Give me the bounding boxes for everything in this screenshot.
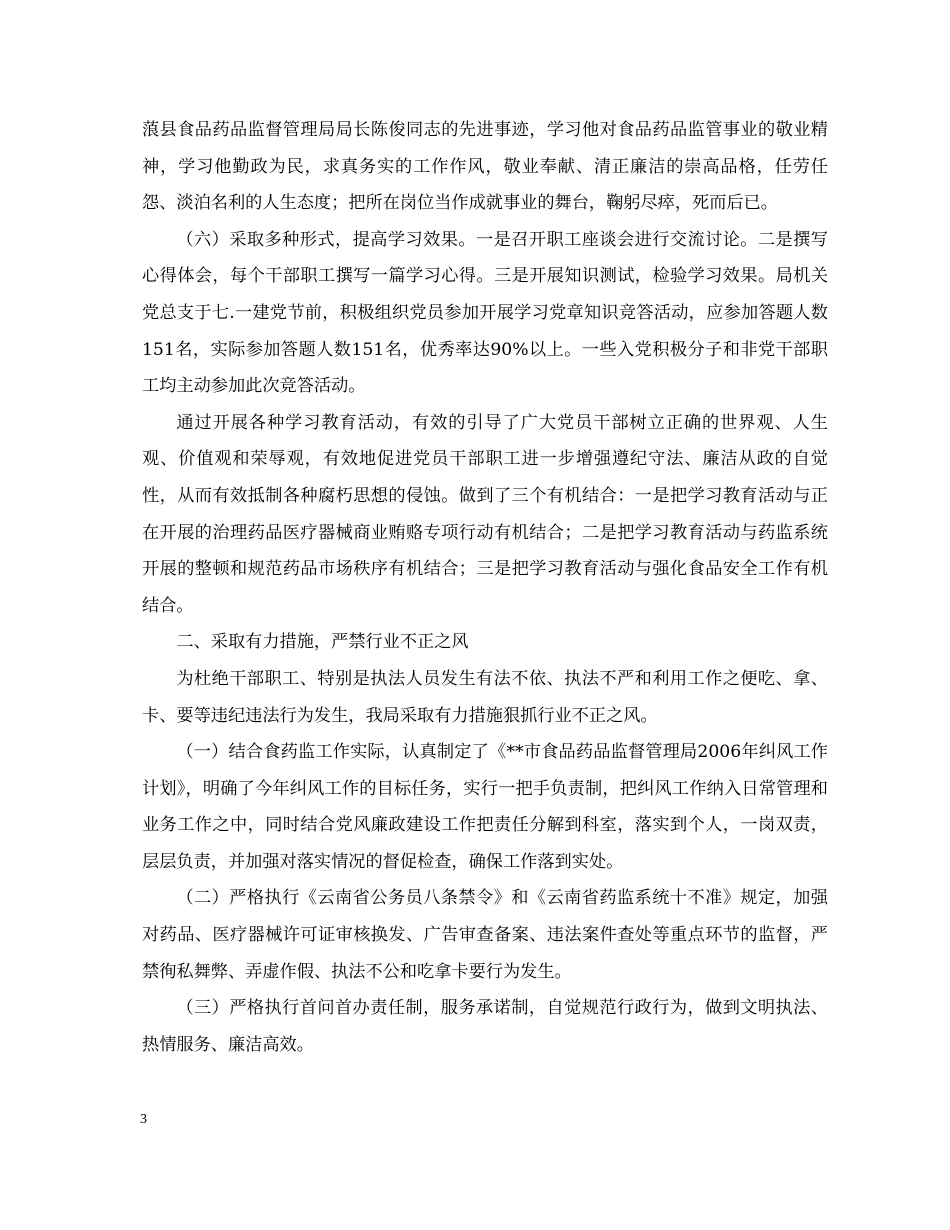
paragraph-study-results: 通过开展各种学习教育活动，有效的引导了广大党员干部树立正确的世界观、人生观、价值观和荣辱观，有效地促进党员干部职工进一步增强遵纪守法、廉洁从政的自觉性，从而有效抵制各种腐朽思想的侵蚀。做到了三个有机结合：一是把学习教育活动与正在开展的治理药品医疗器械商业贿赂专项行动有机结合；二是把学习教育活动与药监系统开展的整顿和规范药品市场秩序有机结合；三是把学习教育活动与强化食品安全工作有机结合。 — [142, 412, 828, 616]
paragraph-section-intro: 为杜绝干部职工、特别是执法人员发生有法不依、执法不严和利用工作之便吃、拿、卡、要等违纪违法行为发生，我局采取有力措施狠抓行业不正之风。 — [142, 668, 828, 726]
paragraph-item-three: （三）严格执行首问首办责任制，服务承诺制，自觉规范行政行为，做到文明执法、热情服务、廉洁高效。 — [142, 998, 828, 1055]
paragraph-item-two: （二）严格执行《云南省公务员八条禁令》和《云南省药监系统十不准》规定，加强对药品、医疗器械许可证审核换发、广告审查备案、违法案件查处等重点环节的监督，严禁徇私舞弊、弄虚作假、执法不公和吃拿卡要行为发生。 — [142, 888, 828, 982]
paragraph-continuation: 蒗县食品药品监督管理局局长陈俊同志的先进事迹，学习他对食品药品监管事业的敬业精神，学习他勤政为民，求真务实的工作作风，敬业奉献、清正廉洁的崇高品格，任劳任怨、淡泊名利的人生态度；把所在岗位当作成就事业的舞台，鞠躬尽瘁，死而后已。 — [142, 120, 828, 214]
document-body — [142, 112, 828, 1063]
paragraph-item-one: （一）结合食药监工作实际，认真制定了《**市食品药品监督管理局2006年纠风工作计划》，明确了今年纠风工作的目标任务，实行一把手负责制，把纠风工作纳入日常管理和业务工作之中，同时结合党风廉政建设工作把责任分解到科室，落实到个人，一岗双责，层层负责，并加强对落实情况的督促检查，确保工作落到实处。 — [142, 742, 828, 872]
page-number: 3 — [140, 1112, 147, 1127]
paragraph-six-study-forms: （六）采取多种形式，提高学习效果。一是召开职工座谈会进行交流讨论。二是撰写心得体会，每个干部职工撰写一篇学习心得。三是开展知识测试，检验学习效果。局机关党总支于七.一建党节前，积极组织党员参加开展学习党章知识竞答活动，应参加答题人数151名，实际参加答题人数151名，优秀率达90%以上。一些入党积极分子和非党干部职工均主动参加此次竞答活动。 — [142, 229, 828, 397]
section-heading-two: 二、采取有力措施，严禁行业不正之风 — [176, 632, 469, 653]
